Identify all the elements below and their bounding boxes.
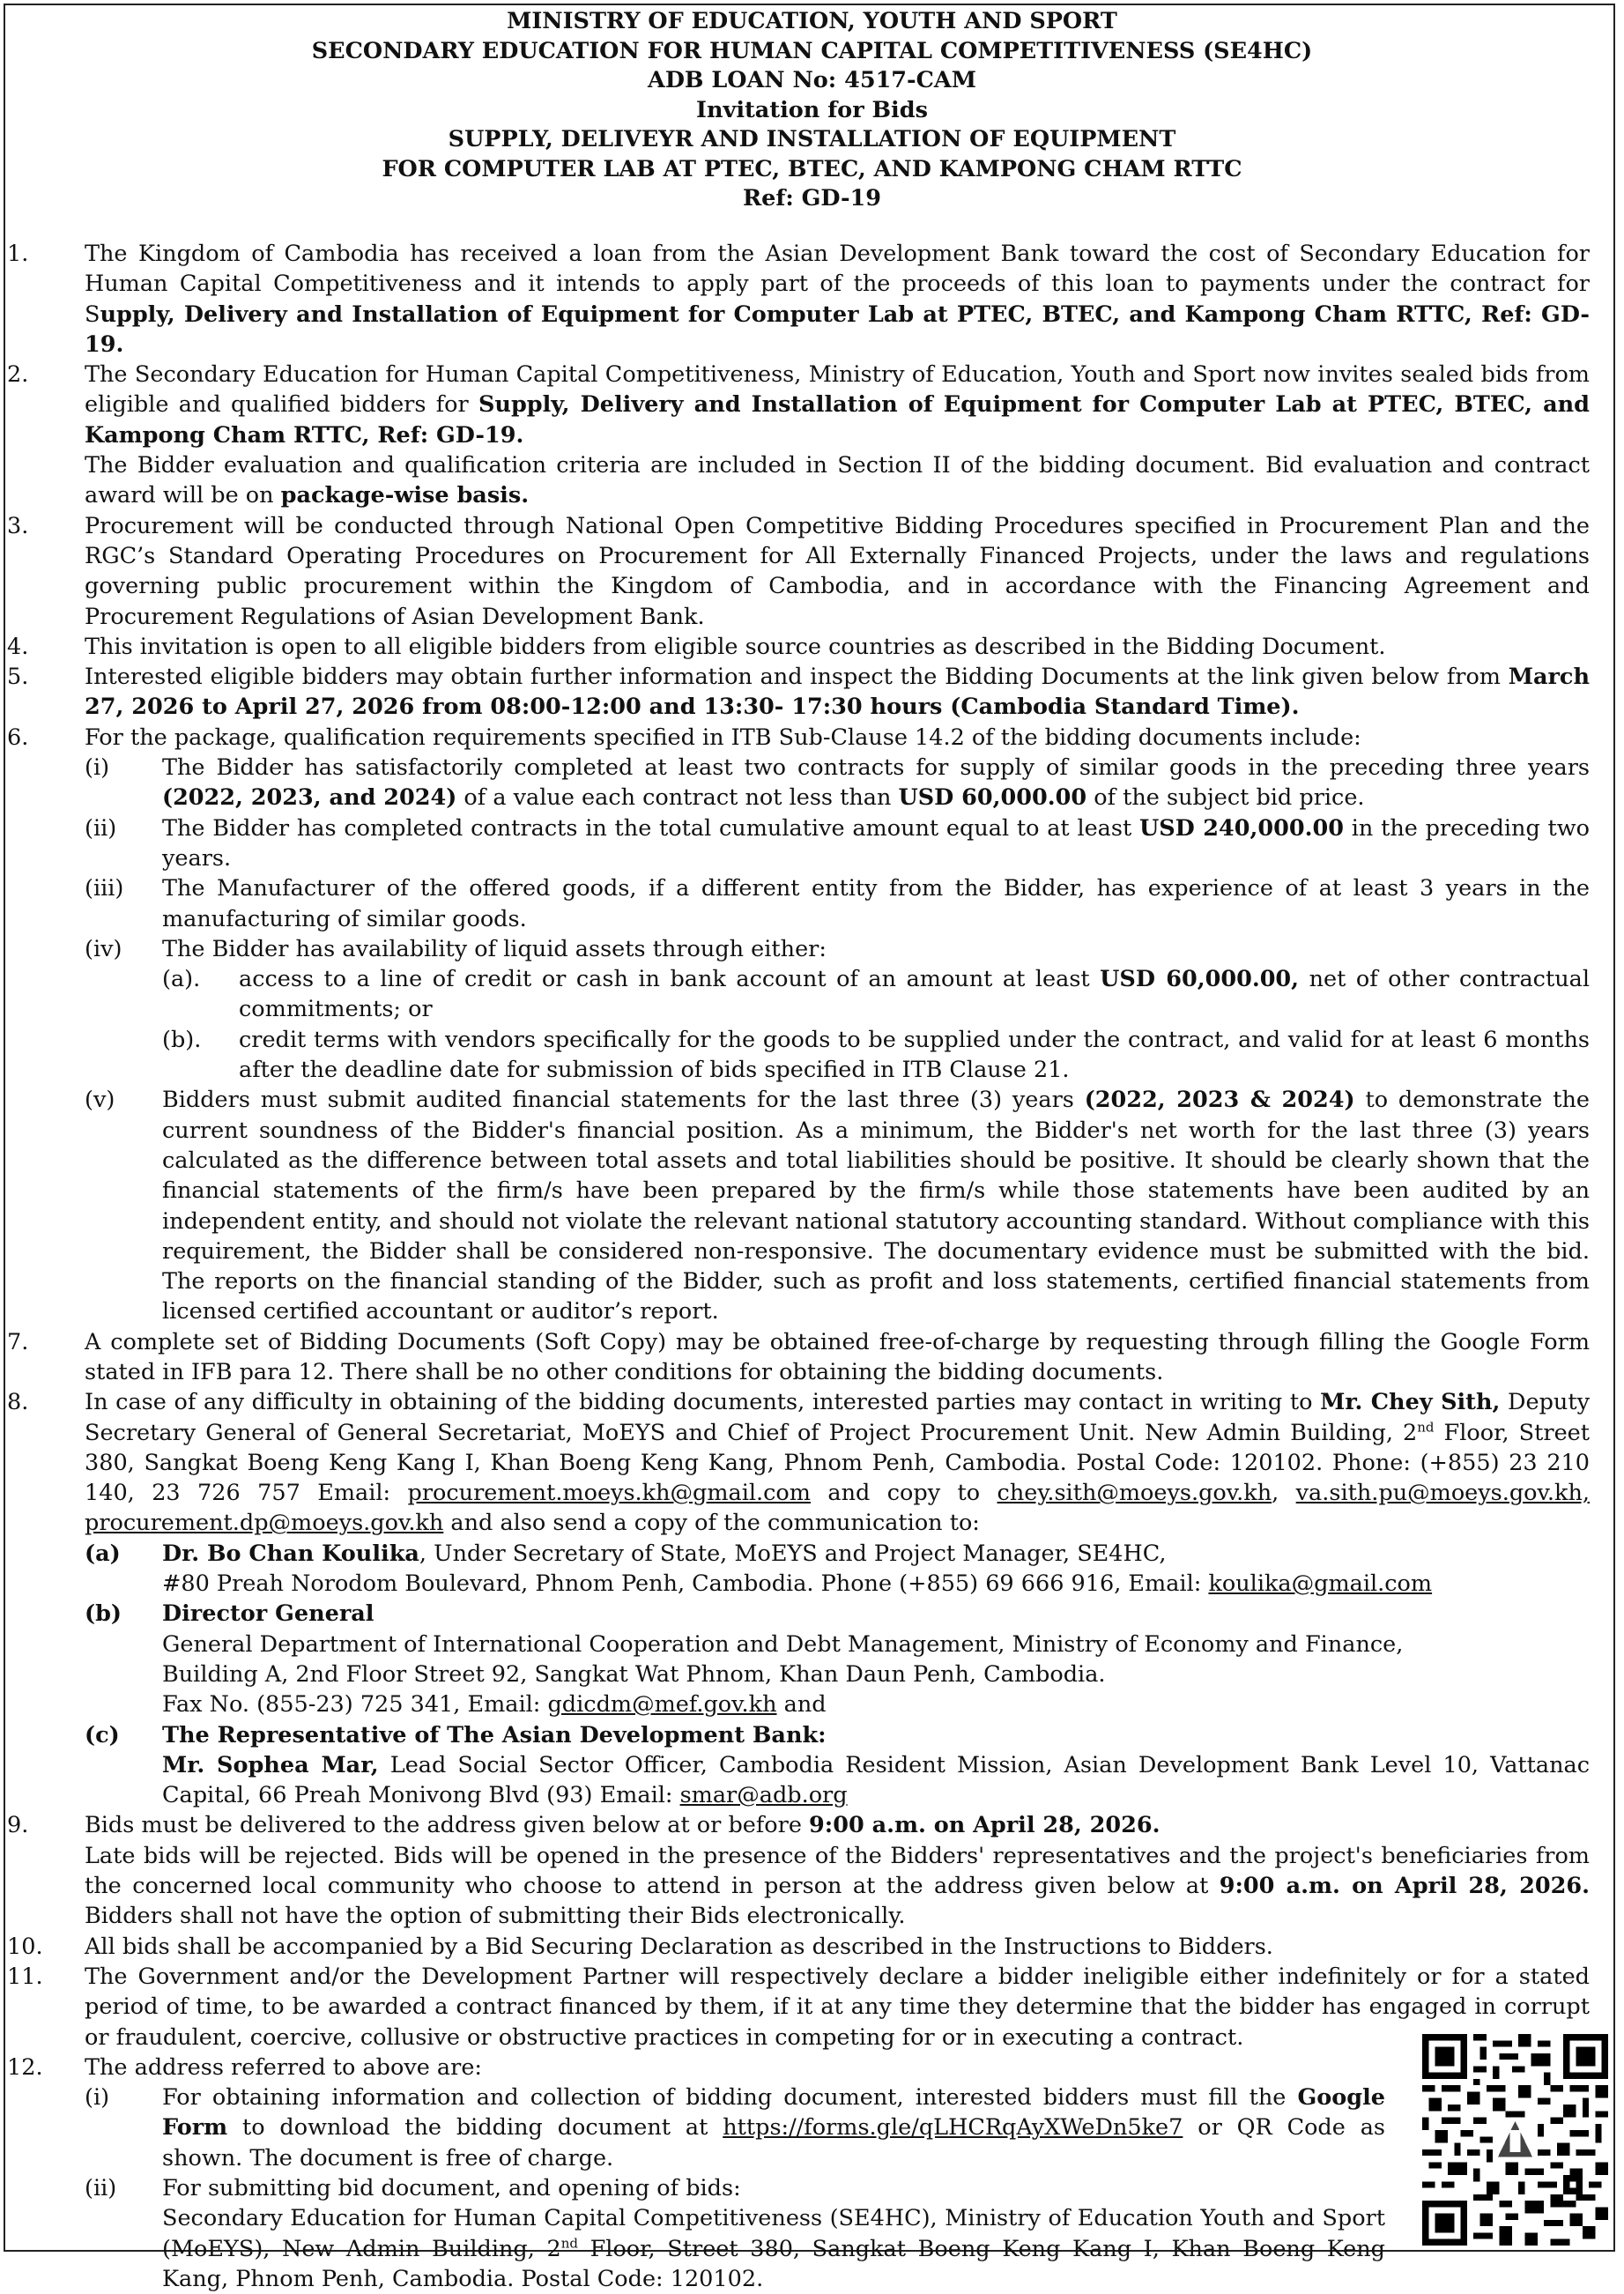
email-link-chey-sith[interactable]: chey.sith@moeys.gov.kh [997, 1480, 1272, 1507]
email-link-smar[interactable]: smar@adb.org [679, 1782, 848, 1809]
clause-6-iv-a: (a). access to a line of credit or cash in bank account of an amount at least USD 60,000.00, net of other contractual commitments; or [162, 966, 1590, 1023]
clause-2-paragraph: The Bidder evaluation and qualification criteria are included in Section II of the bidding document. Bid evaluation and contract award will be on package-wise basis. [85, 452, 1590, 509]
clause-6-iv-b: (b). credit terms with vendors specifically for the goods to be supplied under the contract, and valid for at least 6 months after the deadline date for submission of bids specified in ITB Clause 21. [162, 1026, 1590, 1084]
clause-6-iv: (iv) The Bidder has availability of liquid assets through either: [85, 935, 827, 962]
ministry-title: MINISTRY OF EDUCATION, YOUTH AND SPORT [507, 8, 1117, 34]
clause-9-paragraph: Late bids will be rejected. Bids will be opened in the presence of the Bidders' representatives and the project's beneficiaries from the concerned local community who choose to attend in person at the address given below at 9:00 a.m. on April 28, 2026. Bidders shall not have the option of submitting their Bids electronically. [85, 1842, 1591, 1930]
contact-a: (a) Dr. Bo Chan Koulika, Under Secretary of State, MoEYS and Project Manager, SE4HC, #80 Preah Norodom Boulevard, Phnom Penh, Cambodia. Phone (+855) 69 666 916, Email: koulika@gmail.com [85, 1540, 1433, 1598]
qr-code-icon [1420, 2034, 1610, 2246]
email-link-procurement-dp[interactable]: procurement.dp@moeys.gov.kh [85, 1510, 444, 1537]
clause-10: 10. All bids shall be accompanied by a Bid Securing Declaration as described in the Instructions to Bidders. [7, 1933, 1273, 1960]
tender-title-line2: FOR COMPUTER LAB AT PTEC, BTEC, AND KAMPONG CHAM RTTC [382, 155, 1242, 182]
clause-9: 9. Bids must be delivered to the address given below at or before 9:00 a.m. on April 28, 2026. [7, 1812, 1161, 1839]
google-form-link[interactable]: https://forms.gle/qLHCRqAyXWeDn5ke7 [723, 2114, 1183, 2142]
loan-number: ADB LOAN No: 4517-CAM [648, 67, 976, 93]
header [0, 7, 1624, 214]
reference: Ref: GD-19 [742, 185, 882, 212]
document-type: Invitation for Bids [696, 96, 928, 123]
clause-5: 5. Interested eligible bidders may obtain further information and inspect the Bidding Documents at the link given below from March 27, 2026 to April 27, 2026 from 08:00-12:00 and 13:30- 17:30 hours (Cambodia Standard Time). [7, 664, 1590, 721]
tender-title-line1: SUPPLY, DELIVEYR AND INSTALLATION OF EQUIPMENT [448, 126, 1176, 152]
clause-6-v: (v) Bidders must submit audited financial statements for the last three (3) years (2022, 2023 & 2024) to demonstrate the current soundness of the Bidder's financial position. As a minimum, the Bidder's net worth for the last three (3) years calculated as the difference between total assets and total liabilities should be positive. It should be clearly shown that the financial statements of the firm/s have been prepared by the firm/s while those statements have been audited by an independent entity, and should not violate the relevant national statutory accounting standard. Without compliance with this requirement, the Bidder shall be considered non-responsive. The documentary evidence must be submitted with the bid. The reports on the financial standing of the Bidder, such as profit and loss statements, certified financial statements from licensed certified accountant or auditor’s report. [85, 1087, 1590, 1325]
body-content [0, 239, 1624, 2294]
qr-code[interactable] [1420, 2034, 1610, 2246]
clause-2: 2. The Secondary Education for Human Capital Competitiveness, Ministry of Education, Youth and Sport now invites sealed bids from eligible and qualified bidders for Supply, Delivery and Installation of Equipment for Computer Lab at PTEC, BTEC, and Kampong Cham RTTC, Ref: GD-19. [7, 361, 1590, 449]
clause-6-i: (i) The Bidder has satisfactorily completed at least two contracts for supply of similar goods in the preceding three years (2022, 2023, and 2024) of a value each contract not less than USD 60,000.00 of the subject bid price. [85, 754, 1590, 812]
clause-6-ii: (ii) The Bidder has completed contracts in the total cumulative amount equal to at least USD 240,000.00 in the preceding two years. [85, 814, 1590, 872]
email-link-va-sith[interactable]: va.sith.pu@moeys.gov.kh, [1295, 1480, 1590, 1507]
clause-12: 12. The address referred to above are: [7, 2053, 483, 2081]
clause-8: 8. In case of any difficulty in obtaining of the bidding documents, interested parties may contact in writing to Mr. Chey Sith, Deputy Secretary General of General Secretariat, MoEYS and Chief of Project Procurement Unit. New Admin Building, 2nd Floor, Street 380, Sangkat Boeng Keng Kang I, Khan Boeng Keng Kang, Phnom Penh, Cambodia. Postal Code: 120102. Phone: (+855) 23 210 140, 23 726 757 Email: procurement.moeys.kh@gmail.com and copy to chey.sith@moeys.gov.kh, va.sith.pu@moeys.gov.kh, procurement.dp@moeys.gov.kh and also send a copy of the communication to: [7, 1389, 1590, 1537]
clause-1: 1. The Kingdom of Cambodia has received a loan from the Asian Development Bank toward the cost of Secondary Education for Human Capital Competitiveness and it intends to apply part of the proceeds of this loan to payments under the contract for Supply, Delivery and Installation of Equipment for Computer Lab at PTEC, BTEC, and Kampong Cham RTTC, Ref: GD-19. [7, 241, 1590, 358]
clause-12-ii: (ii) For submitting bid document, and opening of bids: Secondary Education for Human Capital Competitiveness (SE4HC), Ministry of Education Youth and Sport (MoEYS), New Admin Building, 2nd Floor, Street 380, Sangkat Boeng Keng Kang I, Khan Boeng Keng Kang, Phnom Penh, Cambodia. Postal Code: 120102. [85, 2175, 1386, 2292]
clause-4: 4. This invitation is open to all eligible bidders from eligible source countries as described in the Bidding Document. [7, 633, 1386, 660]
email-link-koulika[interactable]: koulika@gmail.com [1208, 1570, 1433, 1598]
project-title: SECONDARY EDUCATION FOR HUMAN CAPITAL COMPETITIVENESS (SE4HC) [311, 37, 1313, 64]
contact-c: (c) The Representative of The Asian Development Bank: Mr. Sophea Mar, Lead Social Sector Officer, Cambodia Resident Mission, Asian Development Bank Level 10, Vattanac Capital, 66 Preah Monivong Blvd (93) Email: smar@adb.org [85, 1721, 1591, 1809]
email-link-procurement[interactable]: procurement.moeys.kh@gmail.com [407, 1480, 811, 1507]
email-link-gdicdm[interactable]: gdicdm@mef.gov.kh [547, 1691, 777, 1719]
clause-12-i: (i) For obtaining information and collection of bidding document, interested bidders must fill the Google Form to download the bidding document at https://forms.gle/qLHCRqAyXWeDn5ke7 or QR Code as shown. The document is free of charge. [85, 2084, 1385, 2172]
clause-11: 11. The Government and/or the Development Partner will respectively declare a bidder ineligible either indefinitely or for a stated period of time, to be awarded a contract financed by them, if it at any time they determine that the bidder has engaged in corrupt or fraudulent, coercive, collusive or obstructive practices in competing for or in executing a contract. [7, 1963, 1590, 2051]
clause-6: 6. For the package, qualification requirements specified in ITB Sub-Clause 14.2 of the bidding documents include: [7, 724, 1361, 751]
clause-7: 7. A complete set of Bidding Documents (Soft Copy) may be obtained free-of-charge by requesting through filling the Google Form stated in IFB para 12. There shall be no other conditions for obtaining the bidding documents. [7, 1328, 1590, 1385]
contact-b: (b) Director General General Department of International Cooperation and Debt Management, Ministry of Economy and Finance, Building A, 2nd Floor Street 92, Sangkat Wat Phnom, Khan Daun Penh, Cambodia. Fax No. (855-23) 725 341, Email: gdicdm@mef.gov.kh and [85, 1600, 1404, 1719]
clause-6-iii: (iii) The Manufacturer of the offered goods, if a different entity from the Bidder, has experience of at least 3 years in the manufacturing of similar goods. [85, 875, 1590, 932]
clause-3: 3. Procurement will be conducted through National Open Competitive Bidding Procedures specified in Procurement Plan and the RGC’s Standard Operating Procedures on Procurement for All Externally Financed Projects, under the laws and regulations governing public procurement within the Kingdom of Cambodia, and in accordance with the Financing Agreement and Procurement Regulations of Asian Development Bank. [7, 512, 1590, 630]
